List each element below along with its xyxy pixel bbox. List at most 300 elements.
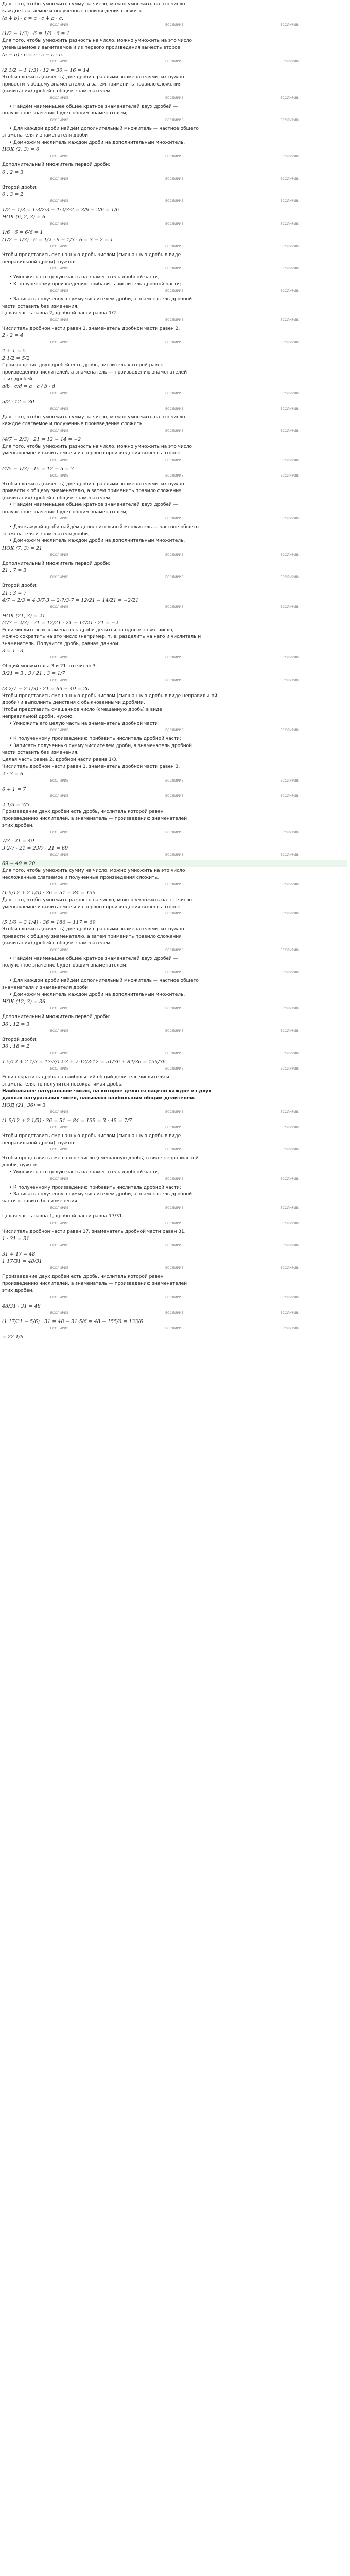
ad-label[interactable]: ЕССЛИРИВ (280, 778, 299, 783)
ad-label[interactable]: ЕССЛИРИВ (280, 96, 299, 100)
text-line: Целая часть равна 2, дробной части равна 1/3. (2, 757, 118, 762)
bullet-item (9, 992, 347, 998)
ad-label[interactable]: ЕССЛИРИВ (50, 605, 69, 609)
ad-banner[interactable] (2, 1147, 347, 1154)
text-line: Дополнительный множитель первой дроби: (2, 162, 111, 167)
ad-banner[interactable] (2, 428, 347, 435)
ad-label[interactable]: ЕССЛИРИВ (165, 1206, 184, 1210)
ad-label[interactable]: ЕССЛИРИВ (280, 1177, 299, 1181)
ad-banner[interactable] (2, 244, 347, 251)
equation-line: (5 1/6 − 3 1/4) · 36 = 186 − 117 = 69 (2, 920, 96, 925)
text-line: знаменатель. Получится дробь, равная данной. (2, 641, 120, 647)
ad-label[interactable]: ЕССЛИРИВ (165, 1110, 184, 1114)
bullet-icon: • (9, 140, 12, 145)
ad-banner[interactable] (2, 1125, 347, 1132)
ad-label[interactable]: ЕССЛИРИВ (50, 458, 69, 462)
equation-line: 21 : 7 = 3 (2, 568, 27, 573)
ad-label[interactable]: ЕССЛИРИВ (50, 831, 69, 834)
bullet-item (9, 524, 347, 531)
equation-line: 5/2 · 12 = 30 (2, 399, 34, 405)
ad-banner[interactable] (2, 391, 347, 398)
ad-label[interactable]: ЕССЛИРИВ (165, 912, 184, 916)
ad-label[interactable]: ЕССЛИРИВ (280, 1266, 299, 1270)
ad-label[interactable]: ЕССЛИРИВ (280, 678, 299, 682)
text-line: несложенные слагаемое и полученные произведения сложить. (2, 875, 159, 880)
text-line: знаменателя, то получится несократимая дробь. (2, 1081, 123, 1087)
equation-line: 21 : 3 = 7 (2, 590, 27, 596)
ad-banner[interactable] (2, 176, 347, 183)
text-line: полученное значение будет общим знаменателем; (2, 111, 128, 116)
ad-label[interactable]: ЕССЛИРИВ (280, 1110, 299, 1114)
ad-label[interactable]: ЕССЛИРИВ (165, 429, 184, 433)
ad-label[interactable]: ЕССЛИРИВ (50, 1326, 69, 1330)
ad-label[interactable]: ЕССЛИРИВ (280, 1311, 299, 1315)
ad-label[interactable]: ЕССЛИРИВ (280, 458, 299, 462)
bullet-text: Записать полученную сумму числителем дроби, а знаменатель дробной (13, 1192, 192, 1197)
ad-label[interactable]: ЕССЛИРИВ (50, 155, 69, 158)
ad-label[interactable]: ЕССЛИРИВ (165, 678, 184, 682)
text-line: Для того, чтобы умножить сумму на число, можно умножить на это число (2, 868, 185, 873)
ad-banner[interactable] (2, 574, 347, 582)
text-line: знаменателя и знаменателя дроби; (2, 985, 90, 990)
ad-label[interactable]: ЕССЛИРИВ (165, 222, 184, 226)
bullet-item (9, 1191, 347, 1198)
equation-line: 2 · 2 = 4 (2, 333, 24, 338)
text-line: привести к общему знаменателю, а затем применить правило сложения (2, 488, 182, 494)
ad-label[interactable]: ЕССЛИРИВ (165, 1244, 184, 1247)
ad-label[interactable]: ЕССЛИРИВ (280, 553, 299, 557)
ad-label[interactable]: ЕССЛИРИВ (165, 605, 184, 609)
ad-banner[interactable] (2, 1326, 347, 1333)
ad-label[interactable]: ЕССЛИРИВ (50, 23, 69, 27)
ad-label[interactable]: ЕССЛИРИВ (50, 970, 69, 974)
text-line: уменьшаемое и вычитаемое и из первого произведения вычесть второе. (2, 451, 182, 456)
text-line: Чтобы сложить (вычесть) две дроби с разными знаменателями, их нужно (2, 75, 184, 80)
bullet-text: Записать полученную сумму числителем дроби, а знаменатель дробной (13, 297, 192, 302)
ad-label[interactable]: ЕССЛИРИВ (165, 177, 184, 181)
bullet-text: Найдём наименьшее общее кратное знаменателей двух дробей — (13, 956, 178, 961)
ad-banner[interactable] (2, 406, 347, 413)
ad-banner[interactable] (2, 882, 347, 889)
ad-label[interactable]: ЕССЛИРИВ (50, 778, 69, 783)
text-line: Для того, чтобы умножить сумму на число, можно умножить на это число (2, 414, 185, 420)
ad-label[interactable]: ЕССЛИРИВ (50, 199, 69, 203)
equation-line: НОК (12, 3) = 36 (2, 999, 46, 1005)
ad-label[interactable]: ЕССЛИРИВ (165, 118, 184, 122)
equation-line: 2 1/2 = 5/2 (2, 355, 30, 361)
ad-label[interactable]: ЕССЛИРИВ (165, 155, 184, 158)
ad-banner[interactable] (2, 340, 347, 347)
equation-line: 1 · 31 = 31 (2, 1236, 30, 1242)
equation-line: 48/31 · 31 = 48 (2, 1303, 41, 1309)
ad-label[interactable]: ЕССЛИРИВ (50, 728, 69, 732)
text-line: Числитель дробной части равен 17, знаменатель дробной части равен 31. (2, 1229, 186, 1234)
ad-label[interactable]: ЕССЛИРИВ (50, 60, 69, 63)
ad-label[interactable]: ЕССЛИРИВ (50, 1007, 69, 1010)
ad-label[interactable]: ЕССЛИРИВ (50, 222, 69, 226)
ad-label[interactable]: ЕССЛИРИВ (165, 575, 184, 579)
ad-label[interactable]: ЕССЛИРИВ (280, 429, 299, 433)
equation-line: 1 5/12 + 2 1/3 = 17·3/12·3 + 7·12/3·12 = 51/36 + 84/36 = 135/36 (2, 1059, 166, 1065)
text-line: Общий множитель: 3 и 21 это число 3. (2, 664, 97, 669)
ad-label[interactable]: ЕССЛИРИВ (280, 177, 299, 181)
equation-line: 6 + 1 = 7 (2, 786, 26, 792)
ad-banner[interactable] (2, 793, 347, 801)
equation-line: 4/7 − 2/3 = 4·3/7·3 − 2·7/3·7 = 12/21 − 14/21 = −2/21 (2, 597, 139, 603)
ad-banner[interactable] (2, 59, 347, 66)
ad-label[interactable]: ЕССЛИРИВ (280, 575, 299, 579)
ad-banner[interactable] (2, 288, 347, 295)
ad-label[interactable]: ЕССЛИРИВ (280, 853, 299, 857)
ad-label[interactable]: ЕССЛИРИВ (50, 575, 69, 579)
ad-label[interactable]: ЕССЛИРИВ (165, 853, 184, 857)
ad-label[interactable]: ЕССЛИРИВ (165, 1266, 184, 1270)
ad-label[interactable]: ЕССЛИРИВ (50, 948, 69, 952)
equation-line: 36 : 18 = 2 (2, 1044, 30, 1049)
ad-banner[interactable] (2, 970, 347, 977)
ad-banner[interactable] (2, 852, 347, 859)
ad-label[interactable]: ЕССЛИРИВ (50, 656, 69, 659)
text-line: Чтобы сложить (вычесть) две дроби с разными знаменателями, их нужно (2, 481, 184, 487)
text-line: привести к общему знаменателю, а затем применить правило сложения (2, 81, 182, 87)
ad-label[interactable]: ЕССЛИРИВ (280, 970, 299, 974)
ad-label[interactable]: ЕССЛИРИВ (50, 1110, 69, 1114)
equation-line: (1 5/12 + 2 1/3) · 36 = 51 + 84 = 135 (2, 890, 96, 896)
bullet-item (9, 743, 347, 750)
ad-label[interactable]: ЕССЛИРИВ (280, 794, 299, 798)
ad-banner[interactable] (2, 911, 347, 918)
bullet-item (9, 502, 347, 509)
text-line: (вычитания) дробей с общим знаменателем. (2, 89, 112, 94)
ad-banner[interactable] (2, 473, 347, 480)
ad-banner[interactable] (2, 516, 347, 523)
ad-label[interactable]: ЕССЛИРИВ (165, 1067, 184, 1071)
bullet-item (9, 1169, 347, 1176)
equation-line: 3 2/7 · 21 = 23/7 · 21 = 69 (2, 845, 68, 851)
bullet-icon: • (9, 736, 12, 741)
ad-banner[interactable] (2, 1205, 347, 1212)
equation-line: (2 1/2 − 1 1/3) · 12 = 30 − 16 = 14 (2, 67, 90, 73)
ad-label[interactable]: ЕССЛИРИВ (280, 728, 299, 732)
ad-label[interactable]: ЕССЛИРИВ (165, 948, 184, 952)
ad-label[interactable]: ЕССЛИРИВ (50, 267, 69, 270)
equation-line: 4 + 1 = 5 (2, 348, 26, 354)
ad-label[interactable]: ЕССЛИРИВ (165, 245, 184, 248)
ad-label[interactable]: ЕССЛИРИВ (50, 678, 69, 682)
ad-banner[interactable] (2, 22, 347, 29)
ad-label[interactable]: ЕССЛИРИВ (280, 1326, 299, 1330)
equation-line: 6 : 3 = 2 (2, 192, 24, 197)
ad-label[interactable]: ЕССЛИРИВ (280, 517, 299, 520)
ad-label[interactable]: ЕССЛИРИВ (165, 23, 184, 27)
bullet-item (9, 281, 347, 288)
equation-line: НОК (7, 3) = 21 (2, 545, 43, 551)
ad-banner[interactable] (2, 655, 347, 662)
ad-label[interactable]: ЕССЛИРИВ (280, 199, 299, 203)
ad-label[interactable]: ЕССЛИРИВ (50, 1126, 69, 1129)
equation-line: (3 2/7 − 2 1/3) · 21 = 69 − 49 = 20 (2, 686, 90, 692)
ad-banner[interactable] (2, 317, 347, 325)
ad-label[interactable]: ЕССЛИРИВ (165, 289, 184, 293)
text-line: Наибольшее натуральное число, на которое делятся нацело каждое из двух (2, 1089, 212, 1094)
text-line: Чтобы представить смешанную дробь числом (смешанную дробь в виде (2, 1133, 181, 1139)
text-line: Произведение двух дробей есть дробь, числитель которой равен (2, 809, 164, 815)
ad-label[interactable]: ЕССЛИРИВ (280, 948, 299, 952)
ad-banner[interactable] (2, 457, 347, 465)
ad-banner[interactable] (2, 1109, 347, 1116)
ad-label[interactable]: ЕССЛИРИВ (50, 473, 69, 478)
ad-label[interactable]: ЕССЛИРИВ (50, 1266, 69, 1270)
bullet-item (9, 956, 347, 962)
ad-label[interactable]: ЕССЛИРИВ (280, 23, 299, 27)
ad-banner[interactable] (2, 1176, 347, 1183)
text-line: Чтобы представить смешанное число (смешанную дробь) в виде (2, 707, 162, 713)
bullet-text: Для каждой дроби найдём дополнительный множитель — частное общего (13, 978, 199, 984)
bullet-item (9, 978, 347, 985)
ad-banner[interactable] (2, 1265, 347, 1273)
ad-banner[interactable] (2, 154, 347, 161)
bullet-text: Домножим числитель каждой дроби на дополнительный множитель. (13, 538, 185, 544)
bullet-icon: • (9, 297, 12, 302)
ad-label[interactable]: ЕССЛИРИВ (165, 794, 184, 798)
ad-label[interactable]: ЕССЛИРИВ (50, 1052, 69, 1055)
ad-label[interactable]: ЕССЛИРИВ (280, 60, 299, 63)
ad-banner[interactable] (2, 1310, 347, 1317)
ad-label[interactable]: ЕССЛИРИВ (280, 1148, 299, 1151)
bullet-icon: • (9, 992, 12, 997)
ad-banner[interactable] (2, 221, 347, 228)
bullet-item (9, 126, 347, 132)
ad-banner[interactable] (2, 1243, 347, 1250)
ad-label[interactable]: ЕССЛИРИВ (50, 96, 69, 100)
ad-label[interactable]: ЕССЛИРИВ (165, 831, 184, 834)
bullet-icon: • (9, 978, 12, 984)
ad-label[interactable]: ЕССЛИРИВ (280, 473, 299, 478)
text-line: (вычитания) дробей с общим знаменателем. (2, 495, 112, 501)
ad-banner[interactable] (2, 829, 347, 837)
ad-label[interactable]: ЕССЛИРИВ (280, 912, 299, 916)
ad-label[interactable]: ЕССЛИРИВ (165, 553, 184, 557)
text-line: Для того, чтобы умножить разность на число, можно умножить на это число (2, 38, 192, 43)
ad-banner[interactable] (2, 947, 347, 955)
ad-label[interactable]: ЕССЛИРИВ (50, 406, 69, 411)
ad-banner[interactable] (2, 604, 347, 612)
equation-line: 6 : 2 = 3 (2, 169, 24, 175)
text-line: произведению числителей, а знаменатель — произведению знаменателей (2, 816, 187, 821)
ad-label[interactable]: ЕССЛИРИВ (165, 1221, 184, 1225)
ad-label[interactable]: ЕССЛИРИВ (280, 1007, 299, 1010)
bullet-text: Записать полученную сумму числителем дроби, а знаменатель дробной (13, 743, 192, 749)
ad-label[interactable]: ЕССЛИРИВ (50, 883, 69, 886)
ad-label[interactable]: ЕССЛИРИВ (280, 656, 299, 659)
ad-label[interactable]: ЕССЛИРИВ (50, 1067, 69, 1071)
equation-line: (1/2 − 1/3) · 6 = 1/6 · 6 = 1 (2, 31, 70, 37)
ad-label[interactable]: ЕССЛИРИВ (280, 245, 299, 248)
ad-banner[interactable] (2, 198, 347, 206)
ad-label[interactable]: ЕССЛИРИВ (280, 391, 299, 395)
ad-label[interactable]: ЕССЛИРИВ (280, 1295, 299, 1299)
ad-label[interactable]: ЕССЛИРИВ (165, 970, 184, 974)
equation-line: НОД (21, 36) = 3 (2, 1103, 46, 1108)
ad-label[interactable]: ЕССЛИРИВ (280, 318, 299, 322)
ad-label[interactable]: ЕССЛИРИВ (50, 429, 69, 433)
ad-label[interactable]: ЕССЛИРИВ (50, 1029, 69, 1033)
ad-label[interactable]: ЕССЛИРИВ (165, 1311, 184, 1315)
ad-label[interactable]: ЕССЛИРИВ (50, 1206, 69, 1210)
text-line: Второй дроби: (2, 583, 38, 588)
text-line: части оставить без изменения. (2, 1198, 79, 1204)
text-line: Если сократить дробь на наибольший общий делитель числителя и (2, 1075, 169, 1080)
ad-label[interactable]: ЕССЛИРИВ (280, 1126, 299, 1129)
ad-label[interactable]: ЕССЛИРИВ (50, 1311, 69, 1315)
ad-label[interactable]: ЕССЛИРИВ (50, 391, 69, 395)
ad-label[interactable]: ЕССЛИРИВ (280, 1206, 299, 1210)
ad-label[interactable]: ЕССЛИРИВ (50, 553, 69, 557)
ad-label[interactable]: ЕССЛИРИВ (165, 406, 184, 411)
ad-label[interactable]: ЕССЛИРИВ (280, 289, 299, 293)
ad-banner[interactable] (2, 1221, 347, 1228)
ad-label[interactable]: ЕССЛИРИВ (50, 1295, 69, 1299)
ad-banner[interactable] (2, 266, 347, 273)
bullet-item (9, 296, 347, 303)
ad-label[interactable]: ЕССЛИРИВ (165, 341, 184, 344)
text-line: Произведение двух дробей есть дробь, числитель которой равен (2, 363, 164, 368)
text-line: можно сократить на это число (например, т. е. разделить на него и числитель и (2, 634, 201, 639)
ad-banner[interactable] (2, 1028, 347, 1036)
ad-label[interactable]: ЕССЛИРИВ (165, 728, 184, 732)
text-line: неправильной дроби), нужно: (2, 259, 76, 265)
bullet-text: Найдём наименьшее общее кратное знаменателей двух дробей — (13, 502, 178, 507)
ad-label[interactable]: ЕССЛИРИВ (280, 1221, 299, 1225)
ad-label[interactable]: ЕССЛИРИВ (165, 267, 184, 270)
ad-label[interactable]: ЕССЛИРИВ (165, 96, 184, 100)
ad-label[interactable]: ЕССЛИРИВ (165, 1295, 184, 1299)
ad-label[interactable]: ЕССЛИРИВ (165, 1126, 184, 1129)
text-line: Чтобы представить смешанную дробь числом (смешанную дробь в виде неправильной (2, 693, 217, 699)
ad-label[interactable]: ЕССЛИРИВ (280, 1029, 299, 1033)
bullet-item (9, 1184, 347, 1191)
ad-label[interactable]: ЕССЛИРИВ (280, 341, 299, 344)
bullet-icon: • (9, 1184, 12, 1190)
ad-label[interactable]: ЕССЛИРИВ (165, 458, 184, 462)
text-line: части оставить без изменения. (2, 303, 79, 309)
ad-banner[interactable] (2, 1295, 347, 1302)
ad-label[interactable]: ЕССЛИРИВ (280, 605, 299, 609)
bullet-item (9, 538, 347, 545)
text-line: произведению числителей, а знаменатель — произведению знаменателей (2, 369, 187, 375)
ad-label[interactable]: ЕССЛИРИВ (280, 1244, 299, 1247)
text-line: неправильной дроби, нужно: (2, 714, 74, 719)
ad-banner[interactable] (2, 1006, 347, 1013)
ad-label[interactable]: ЕССЛИРИВ (165, 60, 184, 63)
ad-label[interactable]: ЕССЛИРИВ (165, 883, 184, 886)
text-line: этих дробей. (2, 1288, 34, 1293)
ad-banner[interactable] (2, 552, 347, 560)
ad-label[interactable]: ЕССЛИРИВ (50, 118, 69, 122)
ad-banner[interactable] (2, 1066, 347, 1073)
equation-line: НОК (21, 3) = 21 (2, 613, 46, 619)
ad-label[interactable]: ЕССЛИРИВ (50, 341, 69, 344)
ad-label[interactable]: ЕССЛИРИВ (280, 883, 299, 886)
text-line: произведению числителей, а знаменатель — произведению знаменателей (2, 1281, 187, 1286)
ad-label[interactable]: ЕССЛИРИВ (165, 1326, 184, 1330)
ad-label[interactable]: ЕССЛИРИВ (280, 1067, 299, 1071)
text-line: каждое слагаемое и полученные произведения сложить. (2, 8, 144, 14)
ad-label[interactable]: ЕССЛИРИВ (165, 1007, 184, 1010)
ad-banner[interactable] (2, 677, 347, 685)
ad-label[interactable]: ЕССЛИРИВ (50, 1244, 69, 1247)
ad-label[interactable]: ЕССЛИРИВ (280, 1052, 299, 1055)
text-line: Второй дроби: (2, 184, 38, 190)
text-line: Целая часть равна 2, дробной части равна 1/2. (2, 311, 118, 316)
bullet-item (9, 721, 347, 727)
ad-label[interactable]: ЕССЛИРИВ (165, 1029, 184, 1033)
ad-label[interactable]: ЕССЛИРИВ (165, 318, 184, 322)
text-line: дроби, нужно: (2, 1162, 38, 1168)
bullet-icon: • (9, 502, 12, 507)
bullet-item (9, 274, 347, 281)
ad-label[interactable]: ЕССЛИРИВ (280, 406, 299, 411)
ad-label[interactable]: ЕССЛИРИВ (50, 853, 69, 857)
ad-label[interactable]: ЕССЛИРИВ (50, 1221, 69, 1225)
text-line: полученное значение будет общим знаменателем; (2, 509, 128, 515)
ad-label[interactable]: ЕССЛИРИВ (165, 199, 184, 203)
ad-label[interactable]: ЕССЛИРИВ (165, 517, 184, 520)
ad-label[interactable]: ЕССЛИРИВ (50, 1177, 69, 1181)
ad-label[interactable]: ЕССЛИРИВ (50, 794, 69, 798)
ad-label[interactable]: ЕССЛИРИВ (165, 1052, 184, 1055)
ad-banner[interactable] (2, 778, 347, 785)
ad-label[interactable]: ЕССЛИРИВ (165, 391, 184, 395)
ad-label[interactable]: ЕССЛИРИВ (50, 318, 69, 322)
ad-banner[interactable] (2, 95, 347, 103)
equation-line: (1/2 − 1/3) · 6 = 1/2 · 6 − 1/3 · 6 = 3 − 2 = 1 (2, 237, 114, 243)
bullet-text: Домножим числитель каждой дроби на дополнительный множитель. (13, 140, 185, 145)
ad-banner[interactable] (2, 1050, 347, 1058)
ad-label[interactable]: ЕССЛИРИВ (50, 517, 69, 520)
equation-line: 36 : 12 = 3 (2, 1021, 30, 1027)
ad-label[interactable]: ЕССЛИРИВ (280, 267, 299, 270)
ad-label[interactable]: ЕССЛИРИВ (50, 177, 69, 181)
ad-label[interactable]: ЕССЛИРИВ (50, 912, 69, 916)
ad-banner[interactable] (2, 117, 347, 125)
equation-line: 31 + 17 = 48 (2, 1251, 36, 1257)
ad-label[interactable]: ЕССЛИРИВ (165, 1177, 184, 1181)
ad-label[interactable]: ЕССЛИРИВ (280, 155, 299, 158)
ad-label[interactable]: ЕССЛИРИВ (165, 1148, 184, 1151)
ad-label[interactable]: ЕССЛИРИВ (50, 245, 69, 248)
bullet-text: К полученному произведению прибавить числитель дробной части; (13, 281, 181, 287)
ad-label[interactable]: ЕССЛИРИВ (165, 778, 184, 783)
text-line: Дополнительный множитель первой дроби: (2, 1014, 111, 1020)
ad-label[interactable]: ЕССЛИРИВ (50, 289, 69, 293)
text-line: Чтобы представить смешанное число (смешанную дробь) в виде неправильной (2, 1156, 199, 1161)
text-line: части оставить без изменения. (2, 750, 79, 755)
bullet-text: Домножим числитель каждой дроби на дополнительный множитель. (13, 992, 185, 997)
ad-label[interactable]: ЕССЛИРИВ (165, 656, 184, 659)
ad-label[interactable]: ЕССЛИРИВ (280, 831, 299, 834)
bullet-text: Умножить его целую часть на знаменатель дробной части; (13, 275, 160, 280)
text-line: Чтобы представить смешанную дробь числом (смешанную дробь в виде (2, 252, 181, 258)
ad-label[interactable]: ЕССЛИРИВ (50, 1148, 69, 1151)
ad-label[interactable]: ЕССЛИРИВ (165, 473, 184, 478)
ad-label[interactable]: ЕССЛИРИВ (280, 222, 299, 226)
ad-label[interactable]: ЕССЛИРИВ (280, 118, 299, 122)
bullet-icon: • (9, 1170, 12, 1175)
bullet-icon: • (9, 721, 12, 726)
bullet-text: Найдём наименьшее общее кратное знаменателей двух дробей — (13, 104, 178, 109)
ad-banner[interactable] (2, 727, 347, 735)
